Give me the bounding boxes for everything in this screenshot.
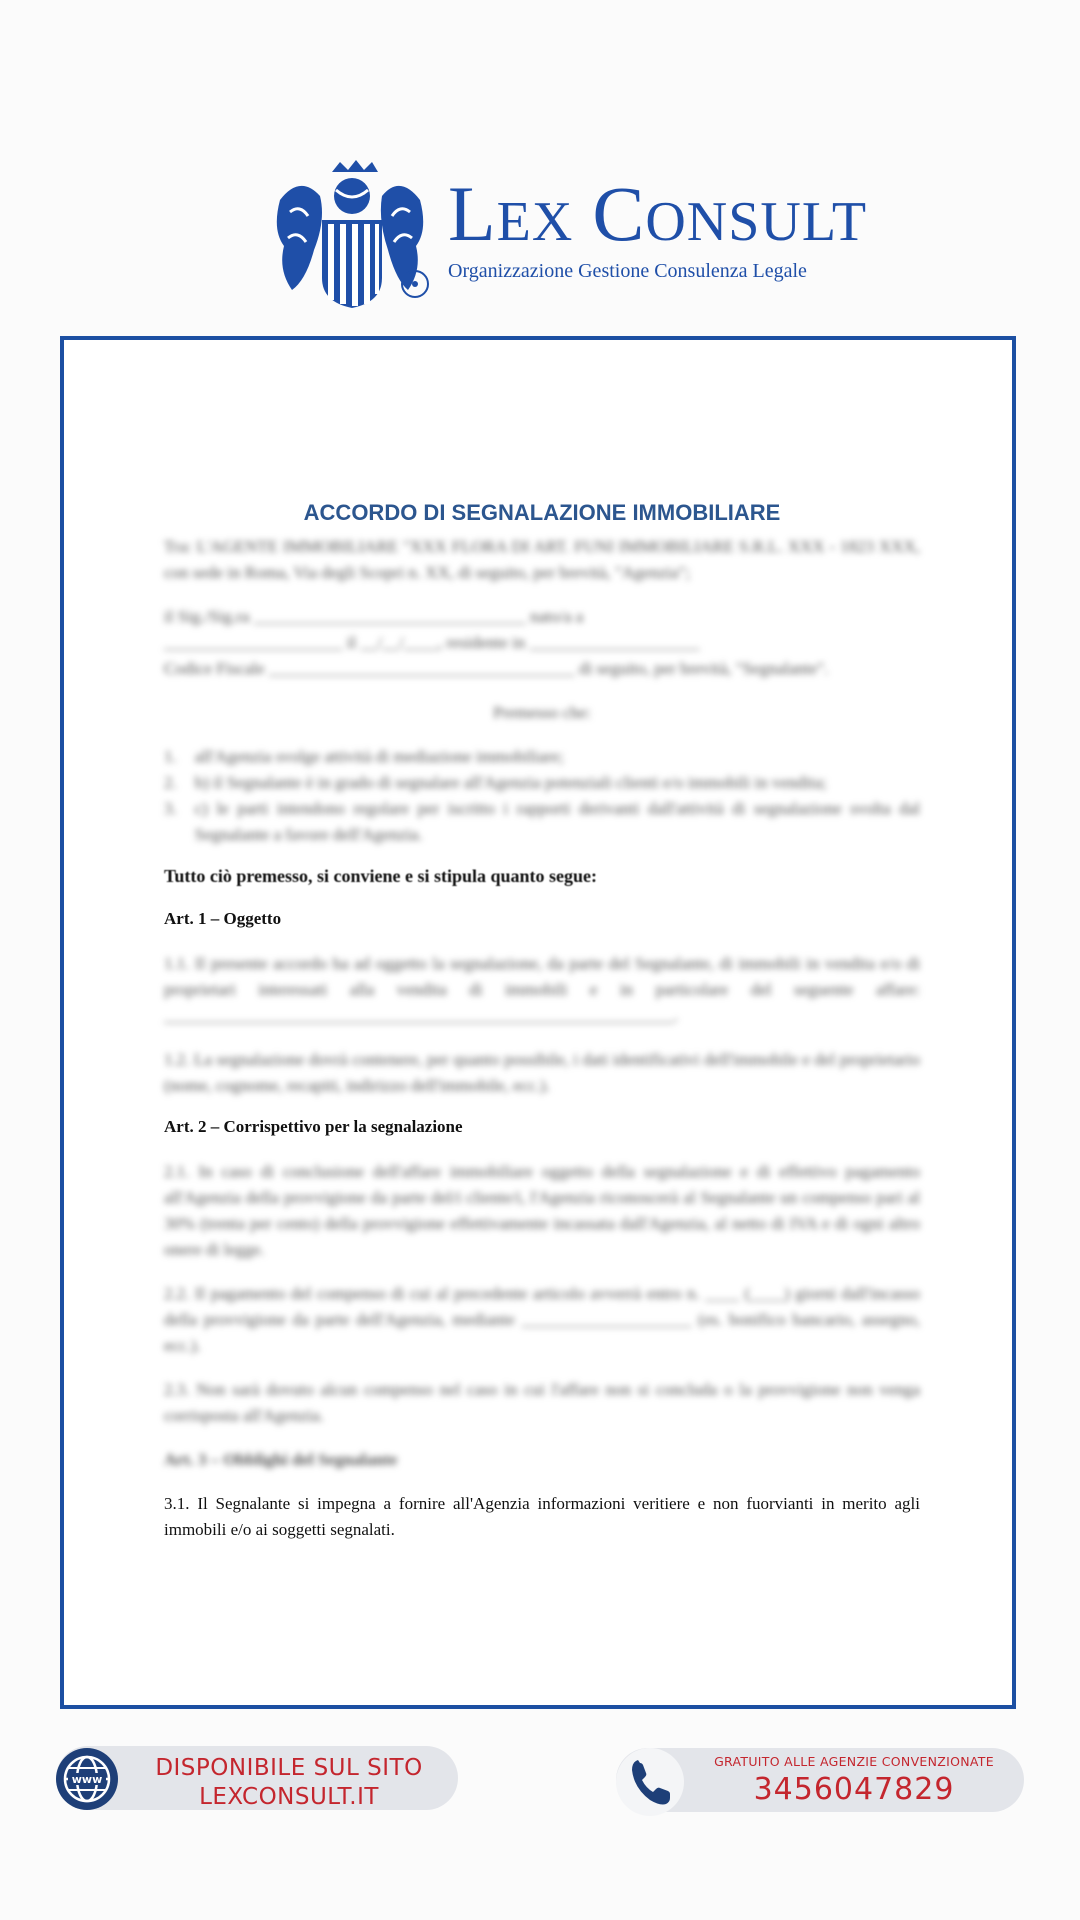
list-item [164, 796, 920, 848]
art2-paragraph-1: 2.1. In caso di conclusione dell'affare immobiliare oggetto della segnalazione e di effettivo pagamento all'Agenzia della provvigione da parte del/i cliente/i, l'Agenzia riconoscerà al Segnalante un compenso pari al 30% (trenta per cento) della provvigione effettivamente incassata dall'Agenzia, al netto di IVA e di ogni altro onere di legge. [164, 1162, 920, 1259]
brand-initial-c: C [592, 170, 646, 257]
art3-paragraph-1: 3.1. Il Segnalante si impegna a fornire all'Agenzia informazioni veritiere e non fuorvianti in merito agli immobili e/o ai soggetti segnalati. [164, 1494, 920, 1539]
art2-heading: Art. 2 – Corrispettivo per la segnalazione [164, 1117, 463, 1136]
website-url[interactable]: LEXCONSULT.IT [199, 1784, 379, 1810]
document-title: ACCORDO DI SEGNALAZIONE IMMOBILIARE [303, 500, 781, 525]
art3-heading: Art. 3 – Obblighi del Segnalante [164, 1450, 398, 1469]
phone-icon [616, 1748, 684, 1816]
list-number: 3. [164, 799, 177, 818]
list-text: b) il Segnalante è in grado di segnalare all'Agenzia potenziali clienti e/o immobili in vendita; [194, 773, 827, 792]
free-note: GRATUITO ALLE AGENZIE CONVENZIONATE [714, 1754, 994, 1769]
art1-paragraph-2: 1.2. La segnalazione dovrà contenere, per quanto possibile, i dati identificativi dell'immobile e del proprietario (nome, cognome, recapiti, indirizzo dell'immobile, ecc.). [164, 1050, 920, 1095]
art1-heading: Art. 1 – Oggetto [164, 909, 282, 928]
brand-tagline: Organizzazione Gestione Consulenza Legale [448, 260, 807, 282]
phone-pill[interactable] [616, 1748, 1024, 1812]
globe-icon [54, 1746, 120, 1812]
list-item [164, 744, 920, 770]
website-line-1: DISPONIBILE SUL SITO [155, 1755, 423, 1781]
stipula-heading: Tutto ciò premesso, si conviene e si stipula quanto segue: [164, 866, 598, 886]
art2-paragraph-2: 2.2. Il pagamento del compenso di cui al precedente articolo avverrà entro n. ____ (____) giorni dall'incasso della provvigione da parte dell'Agenzia, mediante ____________________ (es. bonifico bancario, assegno, ecc.). [164, 1284, 920, 1355]
website-pill[interactable] [56, 1746, 458, 1810]
premises-list [164, 744, 920, 848]
list-number: 1. [164, 747, 177, 766]
phone-number[interactable]: 3456047829 [753, 1772, 955, 1807]
list-text: all'Agenzia svolge attività di mediazione immobiliare; [194, 747, 564, 766]
list-text: c) le parti intendono regolare per iscritto i rapporti derivanti dall'attività di segnalazione svolta dal Segnalante a favore dell'Agenzia. [194, 799, 920, 844]
party-line-1: il Sig./Sig.ra ________________________________ nato/a a [164, 607, 584, 626]
premesso-heading: Premesso che: [493, 703, 591, 722]
document-body [164, 500, 920, 1561]
brand-logo [270, 160, 868, 310]
brand-name [448, 170, 868, 258]
svg-text:www: www [71, 1773, 103, 1786]
brand-rest-onsult: ONSULT [645, 191, 868, 253]
coat-of-arms-icon [270, 160, 430, 310]
document-frame [60, 336, 1016, 1709]
brand-initial-l: L [448, 170, 497, 257]
intro-paragraph: Tra: L'AGENTE IMMOBILIARE "XXX FLORA DI ART. FUNI IMMOBILIARE S.R.L. XXX - 1823 XXX, con sede in Roma, Via degli Scopri n. XX, di seguito, per brevità, "Agenzia"; [164, 537, 920, 582]
website-text [134, 1754, 444, 1812]
party-line-2: _____________________ il __/__/____, residente in ____________________ [164, 633, 700, 652]
art2-paragraph-3: 2.3. Non sarà dovuto alcun compenso nel caso in cui l'affare non si concluda o la provvigione non venga corrisposta all'Agenzia. [164, 1380, 920, 1425]
brand-text [448, 170, 868, 283]
brand-rest-ex: EX [496, 191, 574, 253]
art1-paragraph-1: 1.1. Il presente accordo ha ad oggetto la segnalazione, da parte del Segnalante, di immobili in vendita e/o di proprietari interessati alla vendita di immobili e in particolare del seguente affare: ____________________________________________________________. [164, 954, 920, 1025]
list-item [164, 770, 920, 796]
party-line-3: Codice Fiscale ____________________________________ di seguito, per brevità, "Segnalante". [164, 659, 829, 678]
list-number: 2. [164, 773, 177, 792]
